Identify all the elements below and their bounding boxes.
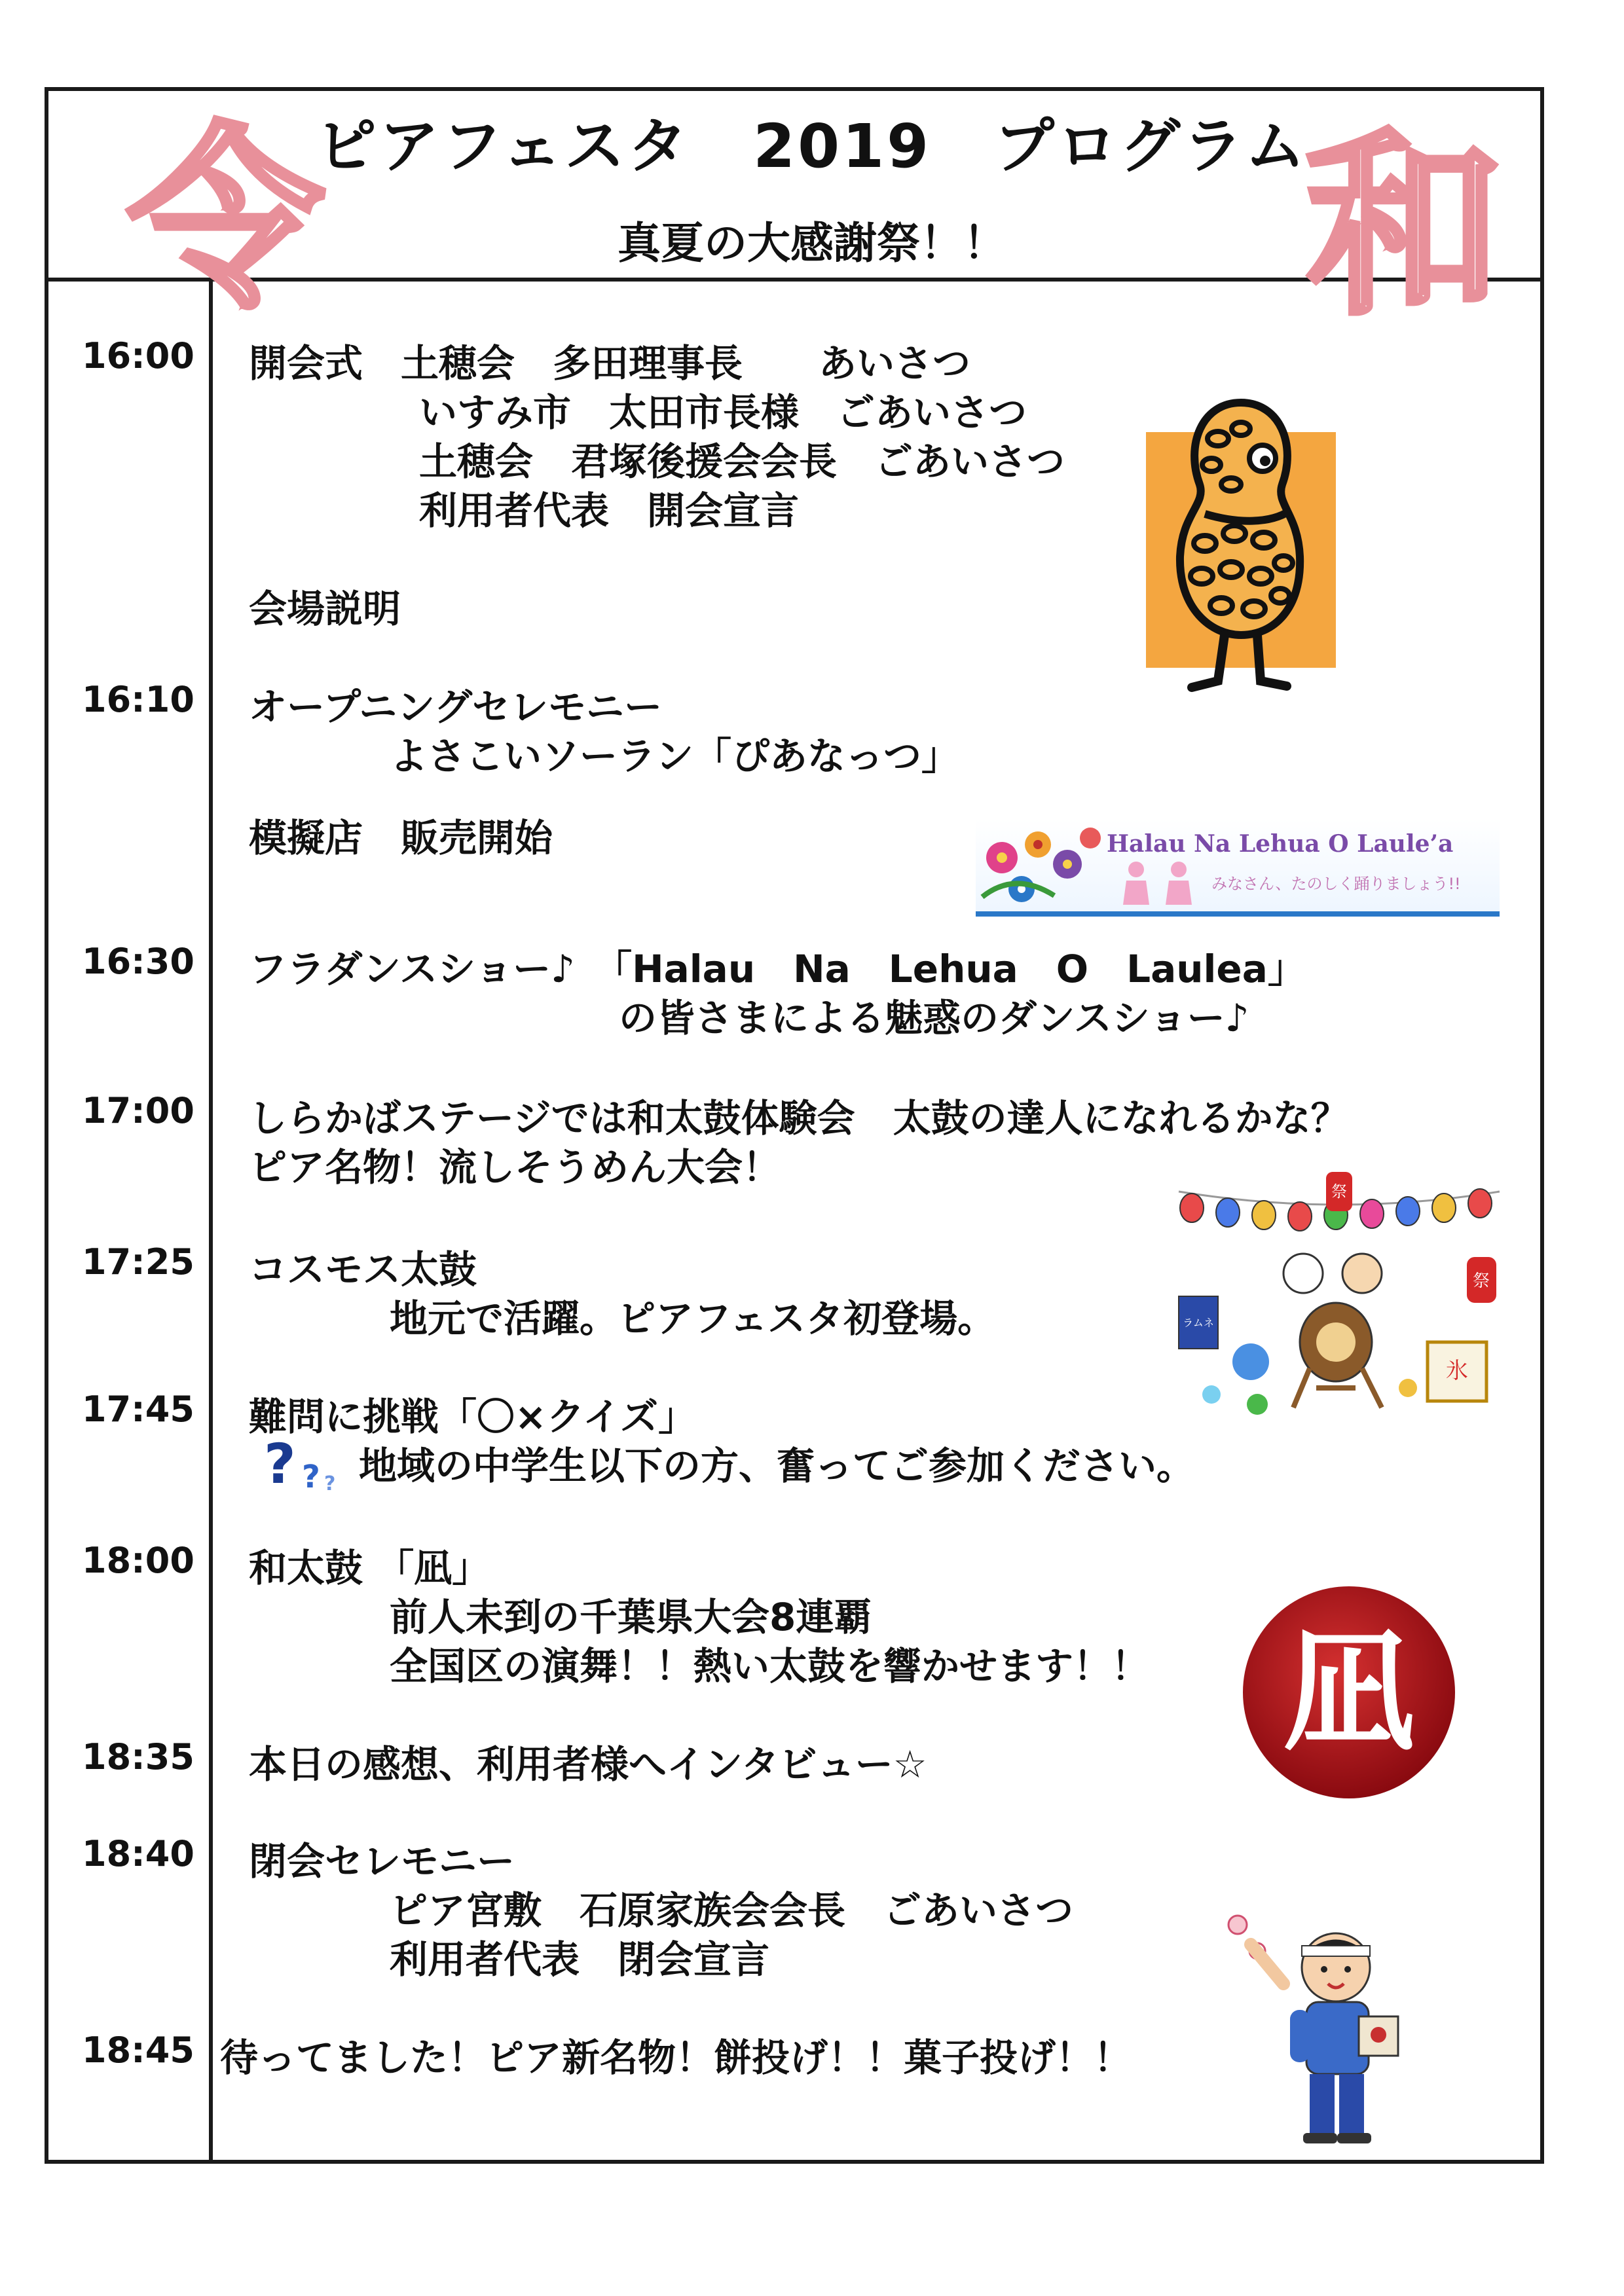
time-1845: 18:45 [82, 2030, 194, 2071]
event-line: ピア宮敷 石原家族会会長 ごあいさつ [390, 1888, 1074, 1933]
event-line: の皆さまによる魅惑のダンスショー♪ [619, 996, 1249, 1040]
event-line: コスモス太鼓 [249, 1247, 477, 1292]
event-line: 閉会セレモニー [249, 1839, 515, 1884]
event-line: 会場説明 [249, 587, 401, 631]
time-1630: 16:30 [82, 941, 194, 982]
hula-dancers-icon [976, 818, 1500, 917]
event-line: 前人未到の千葉県大会8連覇 [390, 1595, 872, 1639]
event-line: オープニングセレモニー [249, 685, 663, 729]
event-line: 開会式 土穂会 多田理事長 あいさつ [249, 341, 971, 386]
nagi-logo-text: 凪 [1283, 1615, 1414, 1769]
question-mark-icon [259, 1434, 357, 1493]
time-1610: 16:10 [82, 679, 194, 720]
hula-banner-subtitle: みなさん、たのしく踊りましょう!! [1211, 875, 1461, 893]
time-1840: 18:40 [82, 1833, 194, 1874]
svg-text:?: ? [324, 1472, 336, 1493]
event-line: 地元で活躍。ピアフェスタ初登場。 [390, 1296, 996, 1341]
ramune-label: ラムネ [1183, 1317, 1214, 1329]
page-subtitle: 真夏の大感謝祭！！ [618, 218, 1006, 268]
svg-text:?: ? [264, 1434, 296, 1493]
event-line: 待ってました！ピア新名物！餅投げ！！菓子投げ！！ [220, 2035, 1132, 2080]
time-1745: 17:45 [82, 1389, 194, 1430]
event-line: しらかばステージでは和太鼓体験会 太鼓の達人になれるかな？ [249, 1096, 1349, 1140]
kanji-wa: 和 [1306, 110, 1503, 341]
kanji-rei: 令 [128, 103, 324, 335]
svg-text:?: ? [302, 1459, 320, 1493]
event-line: 利用者代表 閉会宣言 [390, 1937, 770, 1982]
time-1800: 18:00 [82, 1540, 194, 1581]
event-line: よさこいソーラン「ぴあなっつ」 [390, 734, 960, 778]
event-line: 地域の中学生以下の方、奮ってご参加ください。 [359, 1444, 1195, 1488]
time-1725: 17:25 [82, 1241, 194, 1283]
lantern-label: 祭 [1472, 1271, 1490, 1291]
ice-label: 氷 [1446, 1358, 1468, 1384]
event-line: 利用者代表 開会宣言 [419, 488, 800, 533]
event-line: 本日の感想、利用者様へインタビュー☆ [249, 1742, 927, 1787]
mochi-thrower-icon [1211, 1899, 1421, 2147]
page-title: ピアフェスタ 2019 プログラム [316, 111, 1308, 181]
lantern-label: 祭 [1331, 1182, 1347, 1201]
time-1600: 16:00 [82, 335, 194, 376]
event-line: 模擬店 販売開始 [249, 816, 553, 860]
time-column-divider [209, 282, 213, 2164]
festival-lanterns-icon [1166, 1172, 1513, 1434]
peanut-mascot-icon [1126, 393, 1362, 707]
event-line: ピア名物！流しそうめん大会！ [249, 1145, 781, 1190]
event-line: 和太鼓 「凪」 [249, 1546, 490, 1590]
time-1835: 18:35 [82, 1736, 194, 1777]
event-line: 土穂会 君塚後援会会長 ごあいさつ [419, 439, 1065, 484]
event-line: いすみ市 太田市長様 ごあいさつ [419, 390, 1027, 435]
event-line: フラダンスショー♪ 「Halau Na Lehua O Laulea」 [249, 947, 1306, 991]
hula-banner-title: Halau Na Lehua O Laule’a [1107, 830, 1454, 858]
time-1700: 17:00 [82, 1090, 194, 1131]
event-line: 難問に挑戦「〇×クイズ」 [249, 1394, 697, 1439]
event-line: 全国区の演舞！！熱い太鼓を響かせます！！ [390, 1644, 1150, 1688]
